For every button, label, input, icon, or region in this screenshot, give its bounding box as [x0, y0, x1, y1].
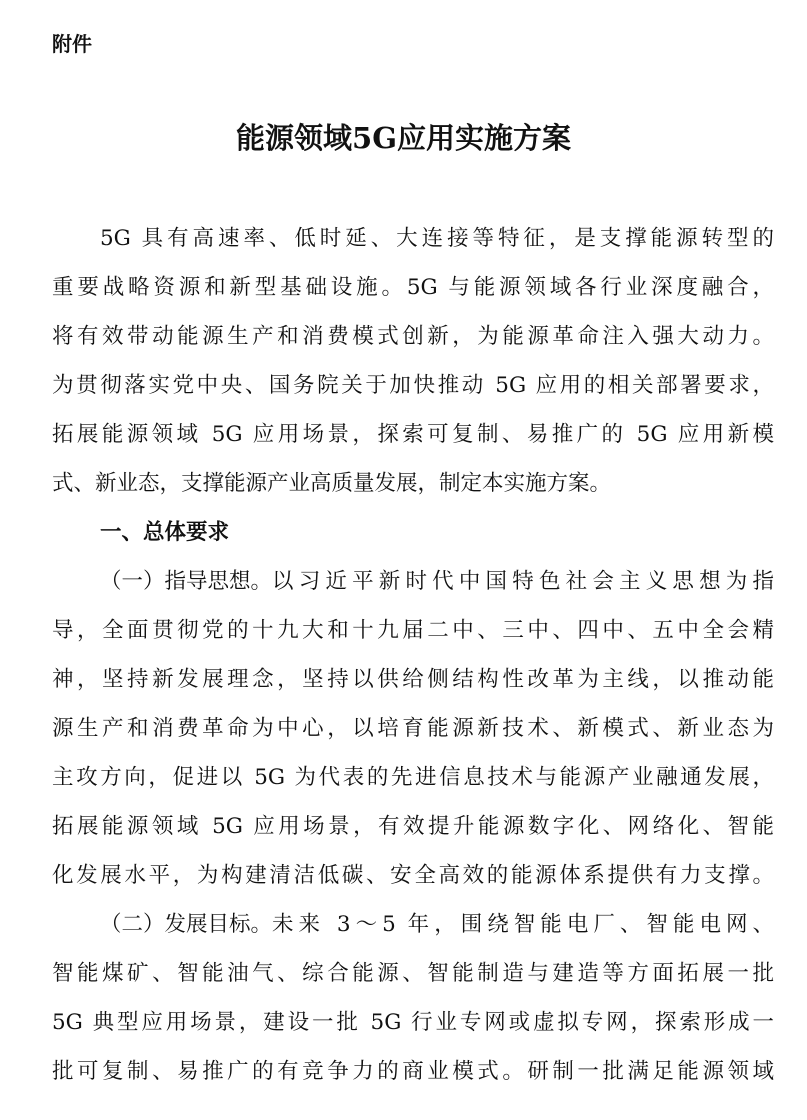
paragraph-line: 拓展能源领域 5G 应用场景，探索可复制、易推广的 5G 应用新模 — [52, 422, 774, 447]
attachment-label: 附件 — [52, 32, 92, 56]
paragraph-line: 神，坚持新发展理念，坚持以供给侧结构性改革为主线，以推动能 — [52, 667, 774, 692]
subsection-heading: （一）指导思想。 — [100, 569, 273, 594]
subsection-heading: （二）发展目标。 — [100, 912, 273, 937]
paragraph-line — [100, 910, 774, 940]
paragraph-text: 以习近平新时代中国特色社会主义思想为指 — [272, 569, 774, 594]
paragraph-line: 5G 典型应用场景，建设一批 5G 行业专网或虚拟专网，探索形成一 — [52, 1010, 774, 1035]
paragraph-line: 智能煤矿、智能油气、综合能源、智能制造与建造等方面拓展一批 — [52, 961, 774, 986]
paragraph-line: 5G 具有高速率、低时延、大连接等特征，是支撑能源转型的 — [100, 226, 774, 251]
paragraph-line: 主攻方向，促进以 5G 为代表的先进信息技术与能源产业融通发展， — [52, 765, 774, 790]
paragraph-line: 导，全面贯彻党的十九大和十九届二中、三中、四中、五中全会精 — [52, 618, 774, 643]
paragraph-line: 为贯彻落实党中央、国务院关于加快推动 5G 应用的相关部署要求， — [52, 373, 774, 398]
document-title: 能源领域5G应用实施方案 — [236, 121, 571, 155]
paragraph-line: 源生产和消费革命为中心，以培育能源新技术、新模式、新业态为 — [52, 716, 774, 741]
paragraph-line: 化发展水平，为构建清洁低碳、安全高效的能源体系提供有力支撑。 — [52, 863, 774, 888]
paragraph-line: 式、新业态，支撑能源产业高质量发展，制定本实施方案。 — [52, 471, 612, 496]
section-heading: 一、总体要求 — [100, 520, 230, 545]
paragraph-line: 拓展能源领域 5G 应用场景，有效提升能源数字化、网络化、智能 — [52, 814, 774, 839]
paragraph-text: 未来 3～5 年，围绕智能电厂、智能电网、 — [272, 912, 774, 937]
paragraph-line: 批可复制、易推广的有竞争力的商业模式。研制一批满足能源领域 — [52, 1059, 774, 1084]
paragraph-line: 将有效带动能源生产和消费模式创新，为能源革命注入强大动力。 — [52, 324, 774, 349]
paragraph-line — [100, 567, 774, 597]
paragraph-line: 重要战略资源和新型基础设施。5G 与能源领域各行业深度融合， — [52, 275, 774, 300]
